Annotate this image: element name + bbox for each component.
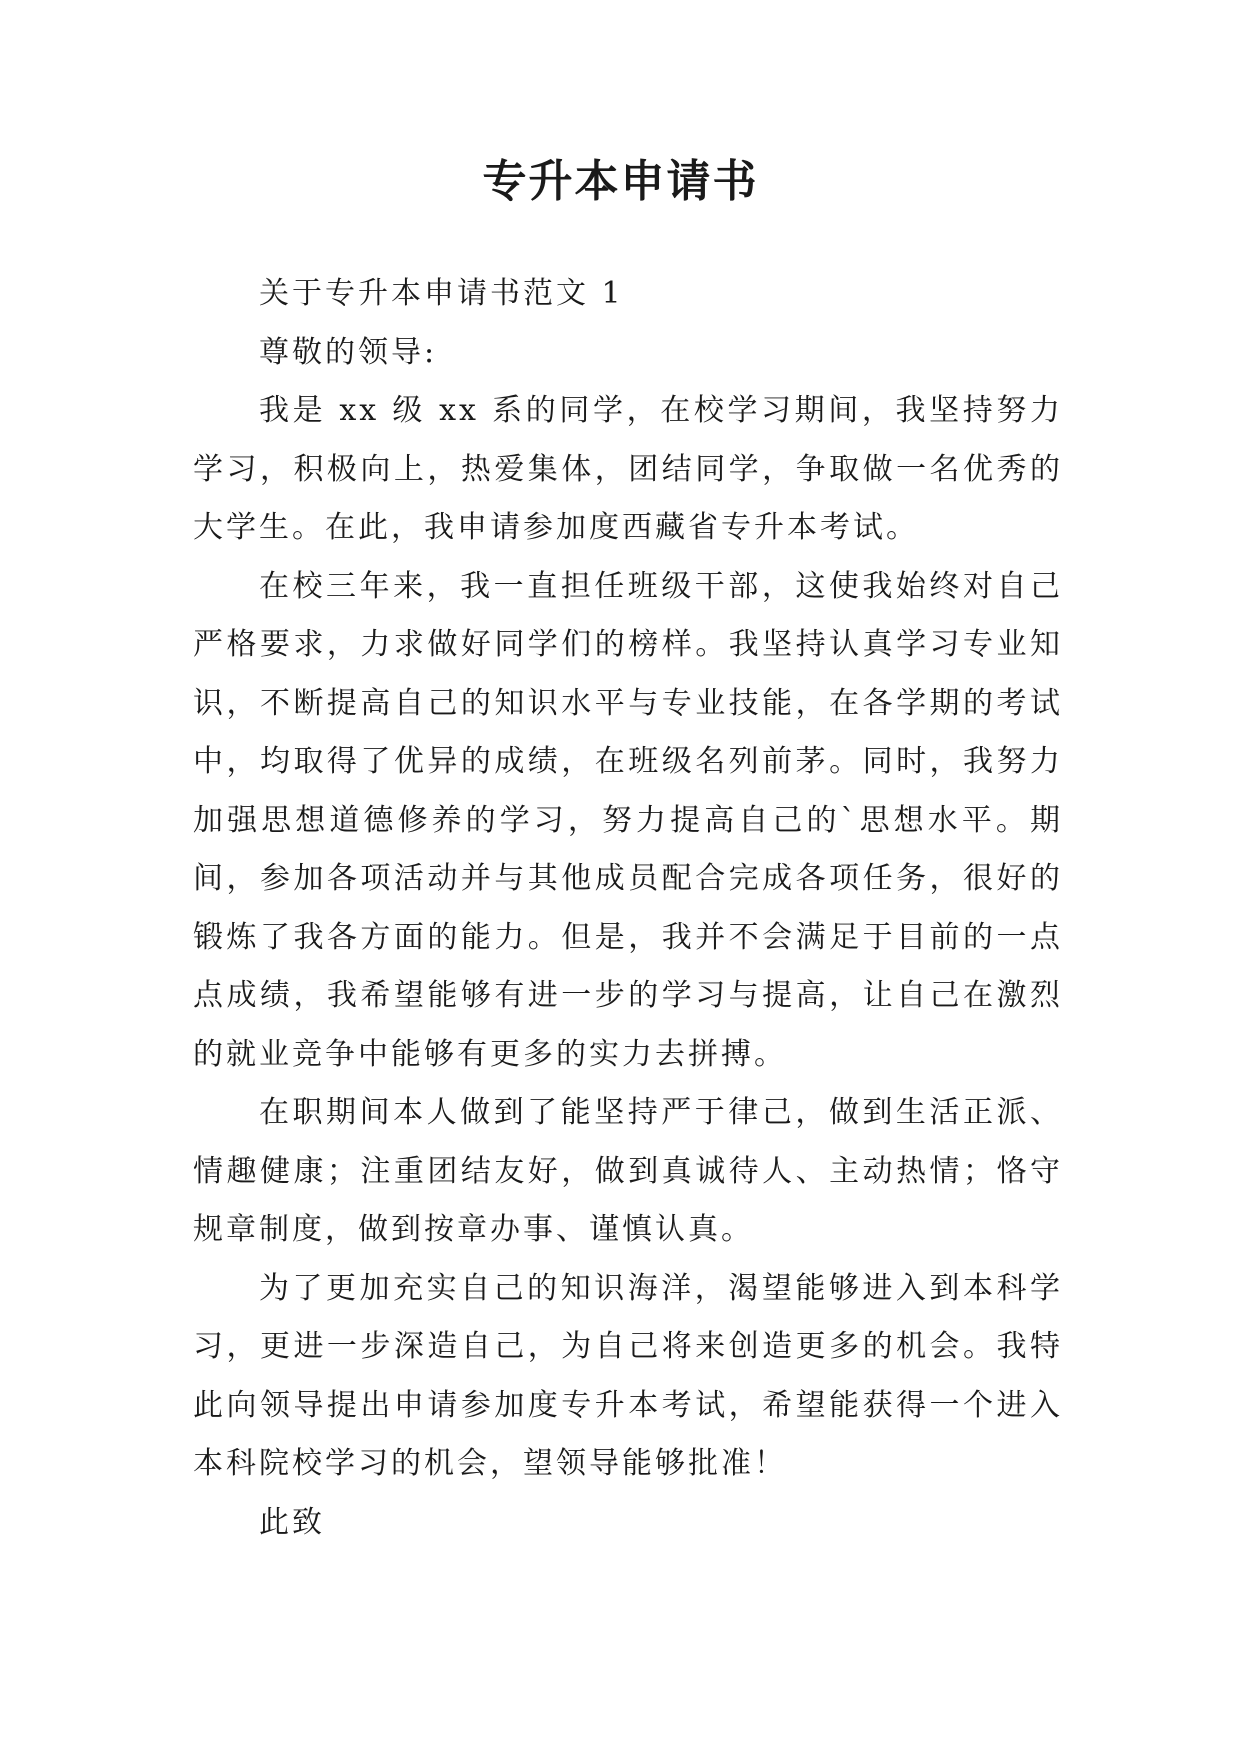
paragraph-salutation: 尊敬的领导: (259, 334, 438, 370)
document-title: 专升本申请书 (482, 156, 759, 207)
paragraph-intro: 我是 xx 级 xx 系的同学，在校学习期间，我坚持努力学习，积极向上，热爱集体，团结同学，争取做一名优秀的大学生。在此，我申请参加度西藏省专升本考试。 (193, 393, 1063, 545)
paragraph-heading: 关于专升本申请书范文 1 (259, 276, 624, 311)
paragraph-request: 为了更加充实自己的知识海洋，渴望能够进入到本科学习，更进一步深造自己，为自己将来创造更多的机会。我特此向领导提出申请参加度专升本考试，希望能获得一个进入本科院校学习的机会，望领导能够批准！ (193, 1270, 1063, 1481)
paragraph-school-years: 在校三年来，我一直担任班级干部，这使我始终对自己严格要求，力求做好同学们的榜样。我坚持认真学习专业知识，不断提高自己的知识水平与专业技能，在各学期的考试中，均取得了优异的成绩，在班级名列前茅。同时，我努力加强思想道德修养的学习，努力提高自己的`思想水平。期间，参加各项活动并与其他成员配合完成各项任务，很好的锻炼了我各方面的能力。但是，我并不会满足于目前的一点点成绩，我希望能够有进一步的学习与提高，让自己在激烈的就业竞争中能够有更多的实力去拼搏。 (193, 568, 1063, 1072)
paragraph-conduct: 在职期间本人做到了能坚持严于律己，做到生活正派、情趣健康；注重团结友好，做到真诚待人、主动热情；恪守规章制度，做到按章办事、谨慎认真。 (193, 1095, 1063, 1247)
document-body (193, 265, 1063, 1552)
paragraph-closing: 此致 (259, 1504, 325, 1540)
